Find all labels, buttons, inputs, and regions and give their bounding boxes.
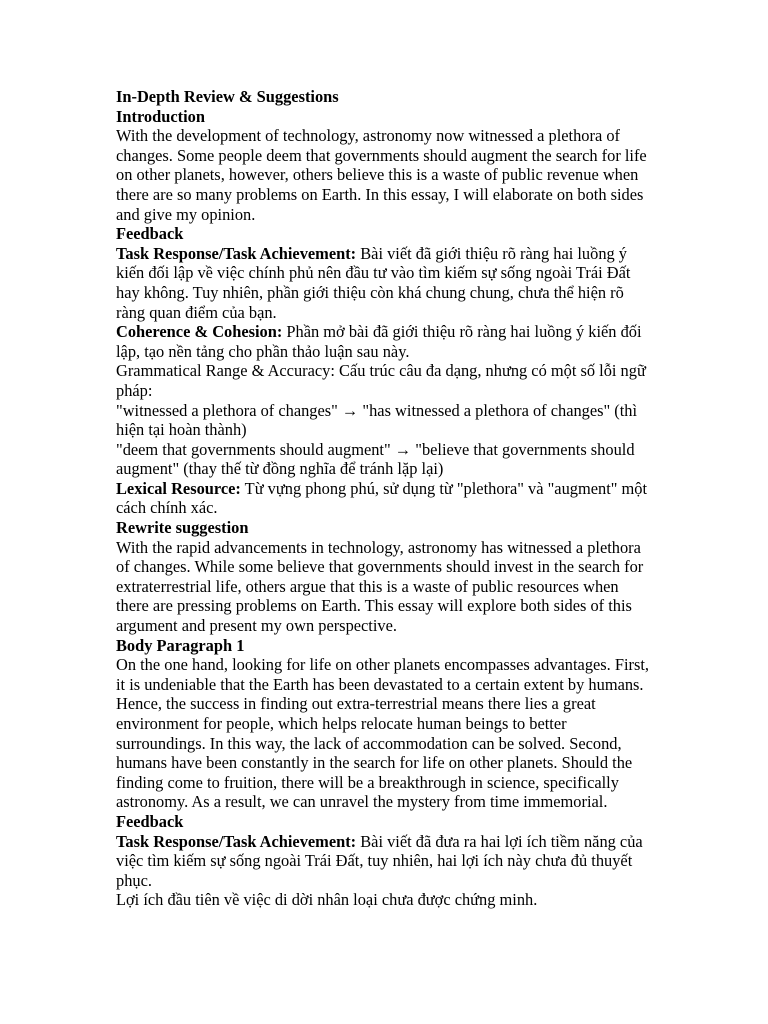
task-response-text: Bài viết đã giới thiệu rõ ràng hai luồng ý kiến đối lập về việc chính phủ nên đầu tư vào tìm kiếm sự sống ngoài Trái Đất hay không. Tuy nhiên, phần giới thiệu còn khá chung chung, chưa thể hiện rõ ràng quan điểm của bạn.: [116, 243, 631, 322]
body1-paragraph: On the one hand, looking for life on other planets encompasses advantages. First, it is undeniable that the Earth has been devastated to a certain extent by humans. Hence, the success in finding out extra-terrestrial means there lies a great environment for people, which helps relocate human beings to better surroundings. In this way, the lack of accommodation can be solved. Second, humans have been constantly in the search for life on other planets. Should the finding come to fruition, there will be a breakthrough in science, specifically astronomy. As a result, we can unravel the mystery from time immemorial.: [116, 655, 650, 812]
document-page: [116, 87, 652, 910]
intro-lexical-feedback: [116, 479, 652, 518]
coherence-text: Phần mở bài đã giới thiệu rõ ràng hai luồng ý kiến đối lập, tạo nền tảng cho phần thảo luận sau này.: [116, 322, 642, 361]
grammar-feedback: Grammatical Range & Accuracy: Cấu trúc câu đa dạng, nhưng có một số lỗi ngữ pháp:: [116, 361, 646, 400]
body1-last-line: Lợi ích đầu tiên về việc di dời nhân loại chưa được chứng minh.: [116, 890, 538, 910]
intro-heading: Introduction: [116, 106, 205, 126]
coherence-label: Coherence & Cohesion:: [116, 322, 283, 342]
intro-paragraph: With the development of technology, astronomy now witnessed a plethora of changes. Some people deem that governments should augment the search for life on other planets, however, others believe this is a waste of public revenue when there are so many problems on Earth. In this essay, I will elaborate on both sides and give my opinion.: [116, 126, 647, 224]
lexical-text: Từ vựng phong phú, sử dụng từ "plethora" và "augment" một cách chính xác.: [116, 478, 648, 518]
task-response-text: Bài viết đã đưa ra hai lợi ích tiềm năng của việc tìm kiếm sự sống ngoài Trái Đất, tuy nhiên, hai lợi ích này chưa đủ thuyết phục.: [116, 831, 643, 890]
intro-feedback-heading: Feedback: [116, 224, 184, 244]
body1-feedback-heading: Feedback: [116, 811, 184, 831]
rewrite-paragraph: With the rapid advancements in technology, astronomy has witnessed a plethora of changes. While some believe that governments should invest in the search for extraterrestrial life, others argue that this is a waste of public resources when there are pressing problems on Earth. This essay will explore both sides of this argument and present my own perspective.: [116, 537, 644, 636]
body1-heading: Body Paragraph 1: [116, 635, 245, 655]
task-response-label: Task Response/Task Achievement:: [116, 243, 357, 263]
rewrite-heading: Rewrite suggestion: [116, 518, 249, 538]
grammar-item: "deem that governments should augment" → "believe that governments should augment" (thay thế từ đồng nghĩa để tránh lặp lại): [116, 439, 635, 479]
task-response-label: Task Response/Task Achievement:: [116, 831, 357, 851]
intro-coherence-feedback: [116, 322, 652, 361]
grammar-item: "witnessed a plethora of changes" → "has witnessed a plethora of changes" (thì hiện tại hoàn thành): [116, 400, 638, 440]
intro-task-feedback: [116, 244, 652, 322]
body1-task-feedback: [116, 832, 652, 891]
document-title: In-Depth Review & Suggestions: [116, 87, 339, 106]
lexical-label: Lexical Resource:: [116, 478, 241, 498]
